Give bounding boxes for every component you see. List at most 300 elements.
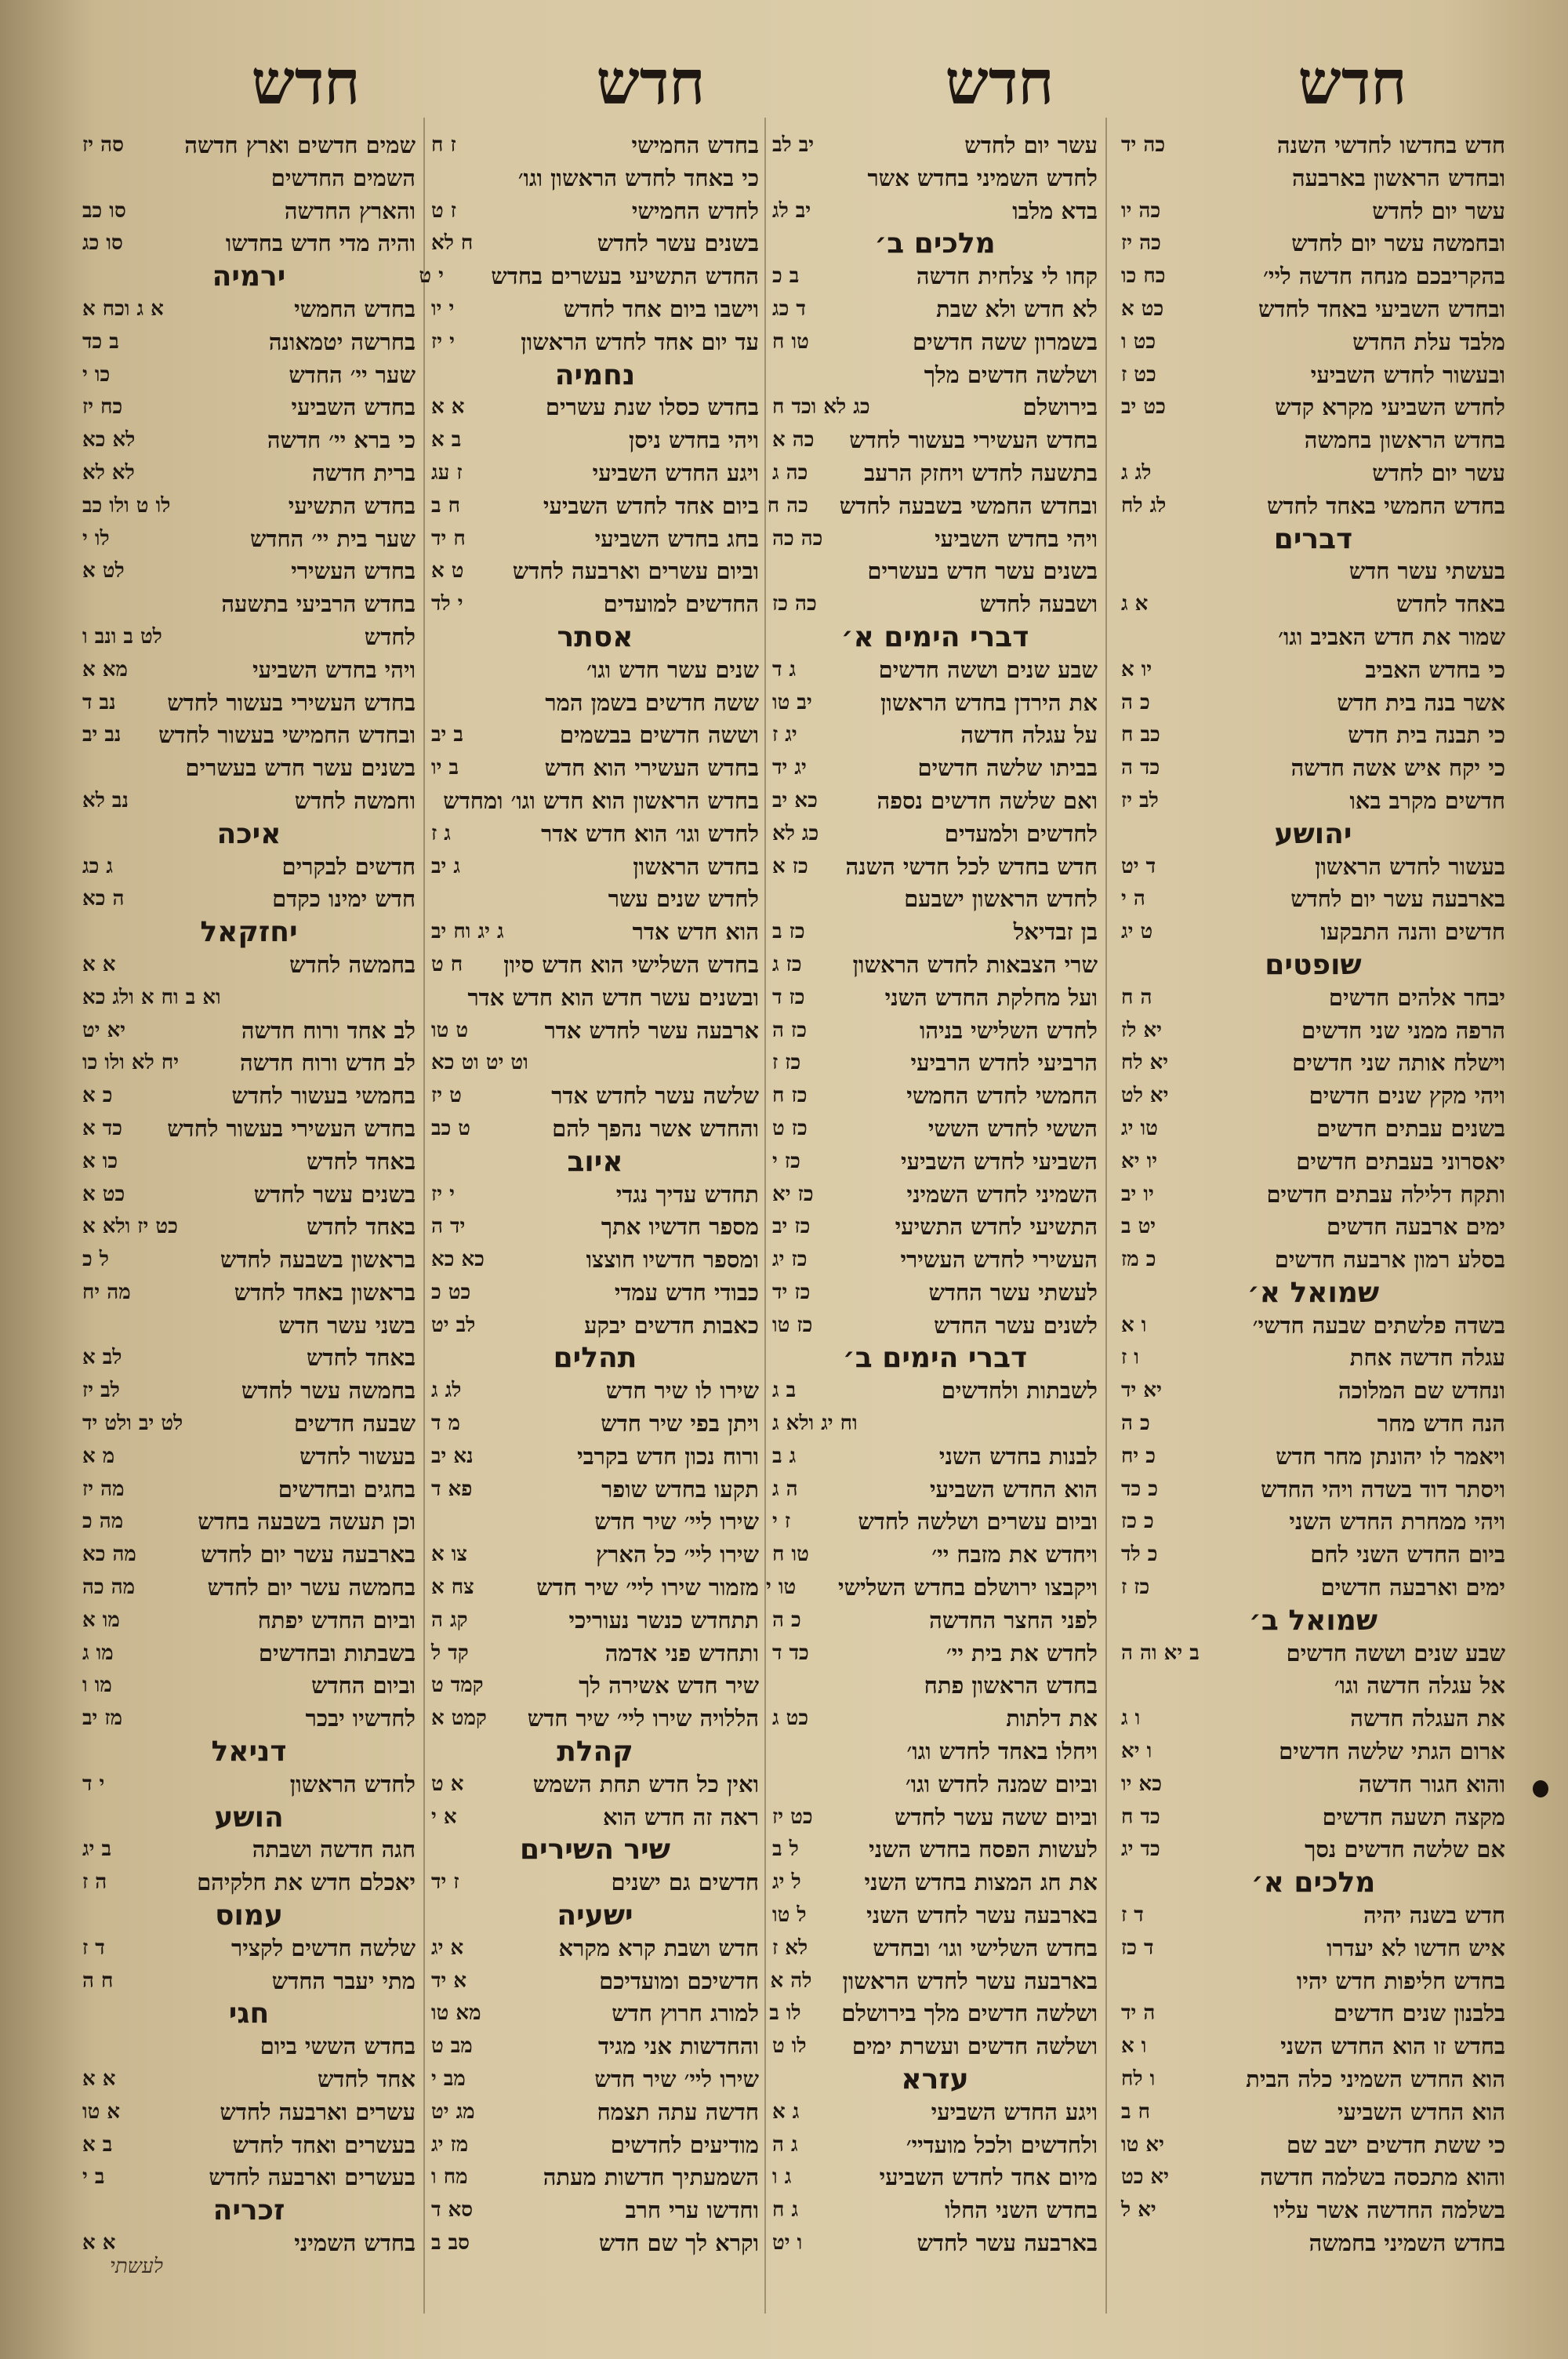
entry-line — [772, 851, 1098, 884]
entry-line — [82, 1146, 416, 1179]
verse-reference: לב יז — [82, 1379, 120, 1403]
entry-line — [431, 1670, 759, 1703]
entry-text: בעשור לחדש הראשון — [1315, 852, 1505, 880]
verse-reference: ג כג — [82, 854, 113, 878]
entry-line — [772, 883, 1098, 916]
entry-text: ויחלו באחד לחדש וגו׳ — [906, 1738, 1098, 1765]
verse-reference: לו י — [82, 526, 110, 551]
entry-text: בחג בחדש השביעי — [594, 525, 759, 552]
verse-reference: כז ה — [772, 1018, 807, 1042]
entry-text: והארץ החדשה — [284, 197, 416, 224]
verse-reference: כ ה — [1121, 1412, 1150, 1436]
entry-line — [1121, 424, 1505, 457]
entry-line — [419, 260, 759, 293]
entry-text: ראה זה חדש הוא — [603, 1803, 759, 1830]
entry-text: יבחר אלהים חדשים — [1328, 983, 1505, 1011]
entry-text: כי ברא יי׳ חדשה — [267, 427, 416, 454]
entry-line — [431, 1866, 759, 1899]
entry-line — [431, 719, 759, 752]
verse-reference: כד ה — [1121, 756, 1160, 780]
entry-line — [82, 2096, 416, 2129]
entry-text: החמשי לחדש החמשי — [906, 1082, 1098, 1110]
entry-line — [82, 1408, 416, 1441]
entry-line — [772, 1899, 1098, 1932]
entry-line — [772, 1637, 1098, 1670]
verse-reference: ז י — [772, 1510, 791, 1534]
verse-reference: יב לב — [772, 133, 815, 157]
verse-reference: לא ז — [772, 1936, 808, 1960]
entry-line — [772, 391, 1098, 424]
book-heading — [772, 621, 1098, 654]
entry-line — [772, 195, 1098, 228]
entry-text: וכן תעשה בשבעה בחדש — [198, 1508, 416, 1536]
verse-reference: ו א — [1121, 1313, 1147, 1337]
verse-reference: כט ו — [1121, 329, 1156, 354]
entry-line — [772, 1015, 1098, 1048]
entry-text: וחדשו ערי חרב — [625, 2197, 759, 2224]
book-title: יהושע — [1274, 817, 1352, 850]
entry-text: והחדשות אני מגיד — [597, 2033, 759, 2060]
book-heading — [772, 1342, 1098, 1375]
entry-text: לחדש החמישי — [631, 197, 759, 224]
entry-line — [82, 752, 416, 785]
entry-text: ובחדש הראשון בארבעה — [1291, 164, 1505, 191]
entry-text: לב אחד ורוח חדשה — [241, 1016, 416, 1044]
entry-text: חדשים מקרב באו — [1349, 787, 1505, 814]
entry-text: קחו לי צלחית חדשה — [916, 263, 1098, 290]
verse-reference: ח ב — [1121, 2099, 1150, 2124]
entry-text: חדש בחדשו לחדשי השנה — [1276, 132, 1505, 158]
verse-reference: ו לח — [1121, 2067, 1156, 2092]
verse-reference: י ט — [419, 264, 444, 289]
entry-line — [431, 1047, 759, 1080]
entry-text: ויהי בחדש השביעי — [935, 525, 1098, 552]
verse-reference: לה א — [770, 1968, 812, 1993]
book-heading — [1121, 1605, 1505, 1637]
entry-text: ויאמר לו יהונתן מחר חדש — [1276, 1442, 1505, 1470]
verse-reference: ג ז — [431, 821, 451, 845]
book-heading — [82, 260, 416, 293]
verse-reference: כ ה — [1121, 690, 1150, 714]
entry-line — [431, 687, 759, 720]
entry-text: השביעי לחדש השביעי — [900, 1147, 1098, 1175]
entry-text: כי בחדש האביב — [1365, 656, 1505, 683]
entry-text: כי תבנה בית חדש — [1348, 722, 1505, 749]
verse-reference: צח א — [431, 1576, 474, 1600]
entry-text: ובשנים עשר חדש הוא חדש אדר — [467, 983, 759, 1011]
entry-text: שרי הצבאות לחדש הראשון — [852, 951, 1098, 978]
verse-reference: ג ה — [772, 2132, 798, 2157]
verse-reference: קג ה — [431, 1608, 468, 1632]
entry-line — [1121, 2227, 1505, 2260]
entry-text: את חג המצות בחדש השני — [864, 1869, 1098, 1896]
verse-reference: ב כד — [82, 329, 119, 354]
entry-text: בעשתי עשר חדש — [1348, 558, 1505, 585]
verse-reference: א א — [431, 395, 465, 420]
verse-reference: כא כא — [431, 1248, 485, 1272]
verse-reference: מה כא — [82, 1543, 136, 1567]
verse-reference: ג ב — [772, 1444, 797, 1468]
entry-line — [431, 1244, 759, 1277]
entry-text: לחדש את בית יי׳ — [946, 1639, 1098, 1667]
entry-text: בשנים עבתים חדשים — [1316, 1114, 1505, 1142]
entry-line — [772, 293, 1098, 326]
book-title: דברי הימים א׳ — [840, 620, 1029, 653]
verse-reference: כז ח — [772, 1084, 808, 1108]
entry-text: וביום החדש — [311, 1672, 416, 1699]
entry-line — [82, 1834, 416, 1866]
verse-reference: ב י — [82, 2165, 105, 2190]
book-heading — [431, 1834, 759, 1866]
entry-text: עד יום אחד לחדש הראשון — [521, 328, 759, 355]
entry-line — [772, 588, 1098, 621]
entry-line — [1121, 1997, 1505, 2030]
verse-reference: כט יז ולא א — [82, 1215, 178, 1239]
verse-reference: טו ח — [772, 1543, 809, 1567]
verse-reference: כ א — [82, 1084, 113, 1108]
entry-text: הללויה שירו ליי׳ שיר חדש — [527, 1705, 759, 1732]
entry-line — [82, 1310, 416, 1343]
entry-text: בארבעה עשר לחדש — [916, 2230, 1098, 2256]
entry-line — [431, 490, 759, 523]
entry-line — [1121, 2161, 1505, 2194]
book-heading — [82, 2194, 416, 2227]
entry-line — [1121, 1211, 1505, 1244]
book-title: איוב — [567, 1145, 623, 1178]
entry-line — [82, 654, 416, 687]
entry-line — [772, 2161, 1098, 2194]
entry-line — [1121, 293, 1505, 326]
verse-reference: י ד — [82, 1772, 105, 1796]
entry-text: עשר יום לחדש — [964, 132, 1098, 158]
verse-reference: ג ח — [772, 2198, 799, 2223]
entry-line — [1121, 391, 1505, 424]
column-header-4: חדש — [251, 47, 361, 118]
entry-line — [431, 949, 759, 982]
verse-reference: ב יב — [431, 723, 463, 747]
entry-text: אם שלשה חדשים נסך — [1305, 1836, 1505, 1863]
verse-reference: נא יב — [431, 1444, 474, 1468]
verse-reference: א יג — [431, 1936, 464, 1960]
entry-line — [82, 1670, 416, 1703]
verse-reference: ה י — [1121, 887, 1145, 911]
verse-reference: ג יג וח יב — [431, 920, 504, 944]
verse-reference: סה יז — [82, 133, 124, 157]
entry-text: ויקבצו ירושלם בחדש השלישי — [837, 1574, 1098, 1601]
verse-reference: כט א — [1121, 296, 1164, 321]
verse-reference: ח ב — [431, 493, 460, 518]
book-title: אסתר — [557, 620, 633, 653]
verse-reference: לא לא — [82, 460, 135, 485]
verse-reference: לט ב ונב ו — [82, 624, 162, 649]
entry-text: מיום אחד לחדש השביעי — [879, 2164, 1098, 2191]
entry-text: הנה חדש מחר — [1377, 1410, 1505, 1438]
entry-line — [82, 129, 416, 162]
book-heading — [82, 1736, 416, 1768]
entry-line — [772, 982, 1098, 1015]
column-4 — [82, 129, 416, 2294]
entry-line — [82, 588, 416, 621]
book-heading — [82, 1801, 416, 1834]
entry-text: לפני החצר החדשה — [929, 1606, 1098, 1634]
entry-text: וישבו ביום אחד לחדש — [563, 295, 759, 322]
entry-line — [82, 1965, 416, 1998]
verse-reference: י יז — [431, 329, 455, 354]
entry-line — [1121, 1244, 1505, 1277]
verse-reference: לו ט ולו כב — [82, 493, 171, 518]
verse-reference: לט א — [82, 559, 125, 583]
entry-text: וישלח אותה שני חדשים — [1292, 1049, 1505, 1077]
column-2 — [765, 129, 1098, 2294]
entry-text: ויהי בחדש ניסן — [628, 427, 759, 454]
entry-text: בן זבדיאל — [1013, 918, 1098, 946]
verse-reference: יט ב — [1121, 1215, 1156, 1239]
entry-text: בעשרים וארבעה לחדש — [209, 2164, 416, 2191]
entry-line — [772, 2096, 1098, 2129]
verse-reference: ה ג — [772, 1477, 798, 1501]
entry-line — [431, 1539, 759, 1572]
entry-line — [772, 1834, 1098, 1866]
verse-reference: לט יב ולט יד — [82, 1412, 183, 1436]
entry-text: חדשים והנה התבקעו — [1320, 918, 1505, 946]
verse-reference: כו א — [82, 1149, 118, 1173]
entry-line — [431, 1277, 759, 1310]
verse-reference: כז י — [772, 1149, 800, 1173]
entry-text: בשלמה החדשה אשר עליו — [1273, 2197, 1505, 2224]
entry-text: חדשים גם ישנים — [611, 1869, 759, 1896]
book-title: מלכים ב׳ — [874, 227, 996, 260]
entry-text: בארבעה עשר לחדש הראשון — [842, 1967, 1098, 1994]
entry-line — [1121, 359, 1505, 392]
entry-line — [82, 1866, 416, 1899]
book-title: שמואל ב׳ — [1248, 1604, 1378, 1637]
entry-text: בחדש העשירי — [291, 558, 416, 585]
entry-line — [431, 1310, 759, 1343]
entry-text: ומספר חדשיו חוצצו — [586, 1246, 759, 1274]
entry-line — [1121, 1506, 1505, 1539]
verse-reference: כט יב — [1121, 395, 1166, 420]
entry-text: כי ששת חדשים ישב שם — [1287, 2131, 1505, 2158]
entry-line — [82, 1539, 416, 1572]
verse-reference: ז ט — [431, 198, 457, 223]
entry-line — [82, 1768, 416, 1801]
verse-reference: יו יא — [1121, 1149, 1158, 1173]
entry-text: לעשות הפסח בחדש השני — [869, 1836, 1098, 1863]
entry-line — [772, 1179, 1098, 1212]
entry-line — [82, 1113, 416, 1146]
entry-line — [772, 1605, 1098, 1637]
entry-text: בדא מלבו — [1012, 197, 1098, 224]
verse-reference: כה יו — [1121, 198, 1161, 223]
entry-line — [431, 227, 759, 260]
verse-reference: מג יט — [431, 2099, 475, 2124]
entry-text: בחדש השביעי — [291, 394, 416, 421]
entry-line — [1121, 1539, 1505, 1572]
book-heading — [1121, 818, 1505, 851]
entry-line — [431, 818, 759, 851]
entry-text: לב חדש ורוח חדשה — [239, 1049, 416, 1077]
verse-reference: ב ג — [772, 1379, 797, 1403]
column-header-3: חדש — [596, 47, 706, 118]
verse-reference: לו ב — [769, 2001, 801, 2026]
verse-reference: ל ב — [772, 1837, 799, 1862]
entry-line — [82, 2161, 416, 2194]
entry-text: ויגע החדש השביעי — [931, 2098, 1098, 2125]
entry-text: ויהי ממחרת החדש השני — [1289, 1508, 1505, 1536]
entry-line — [1121, 162, 1505, 195]
verse-reference: ט א — [431, 559, 464, 583]
entry-line — [431, 195, 759, 228]
verse-reference: מו א — [82, 1608, 120, 1632]
verse-reference: י לד — [431, 592, 463, 616]
book-title: דניאל — [211, 1736, 287, 1768]
book-heading — [772, 227, 1098, 260]
verse-reference: וט יט וט כא — [431, 1051, 528, 1075]
verse-reference: מז יב — [82, 1707, 123, 1731]
column-1 — [1121, 129, 1505, 2294]
entry-text: לחדש שנים עשר — [608, 885, 759, 913]
entry-line — [772, 2227, 1098, 2260]
book-title: איכה — [216, 817, 281, 850]
entry-line — [772, 1965, 1098, 1998]
book-heading — [82, 916, 416, 949]
verse-reference: א ג — [1121, 592, 1149, 616]
entry-line — [772, 1277, 1098, 1310]
entry-text: בשני עשר חדש — [278, 1311, 416, 1339]
entry-line — [431, 1080, 759, 1113]
entry-line — [82, 1506, 416, 1539]
entry-text: ויגע החדש השביעי — [592, 459, 759, 486]
entry-line — [82, 1211, 416, 1244]
verse-reference: לו ט — [772, 2034, 807, 2059]
entry-line — [772, 260, 1098, 293]
entry-text: בחדש העשירי בעשור לחדש — [167, 689, 416, 716]
entry-text: בחדש התשיעי — [288, 492, 416, 519]
entry-line — [772, 2030, 1098, 2063]
verse-reference: נב יב — [82, 723, 122, 747]
book-title: יחזקאל — [200, 916, 298, 949]
verse-reference: ב א — [82, 2132, 113, 2157]
entry-text: בחמשה עשר לחדש — [241, 1377, 416, 1405]
entry-text: הרפה ממני שני חדשים — [1301, 1016, 1505, 1044]
entry-line — [431, 2194, 759, 2227]
entry-text: בחדש העשירי בעשור לחדש — [849, 427, 1098, 454]
entry-line — [431, 1408, 759, 1441]
entry-text: ובחדש החמשי בשבעה לחדש — [839, 492, 1098, 519]
entry-text: בחדש הראשון פתח — [924, 1672, 1098, 1699]
entry-text: בארבעה עשר לחדש השני — [866, 1902, 1098, 1929]
verse-reference: כט יז — [772, 1805, 813, 1829]
entry-line — [82, 227, 416, 260]
entry-line — [431, 326, 759, 359]
entry-line — [1121, 687, 1505, 720]
entry-text: בחדש השלישי הוא חדש סיון — [503, 951, 759, 978]
entry-text: ושלשה חדשים ועשרת ימים — [851, 2033, 1098, 2060]
entry-text: מקצה תשעה חדשים — [1322, 1803, 1505, 1830]
verse-reference: יו א — [1121, 657, 1152, 682]
entry-line — [1121, 1932, 1505, 1965]
verse-reference: לג ג — [1121, 460, 1152, 485]
entry-line — [431, 424, 759, 457]
verse-reference: כז ז — [1121, 1576, 1150, 1600]
entry-text: השמעתיך חדשות מעתה — [543, 2164, 759, 2191]
entry-text: ויתן בפי שיר חדש — [601, 1410, 759, 1438]
entry-text: ארבעה עשר לחדש אדר — [544, 1016, 759, 1044]
book-heading — [82, 818, 416, 851]
book-heading — [431, 621, 759, 654]
verse-reference: כה א — [772, 428, 815, 453]
entry-line — [431, 1441, 759, 1474]
entry-text: בשנים עשר לחדש — [253, 1180, 416, 1208]
entry-line — [772, 654, 1098, 687]
entry-line — [772, 1670, 1098, 1703]
verse-reference: א ט — [431, 1772, 464, 1796]
entry-line — [431, 654, 759, 687]
entry-line — [431, 1768, 759, 1801]
entry-line — [82, 1637, 416, 1670]
entry-text: את הירדן בחדש הראשון — [880, 689, 1098, 716]
verse-reference: ל טו — [772, 1903, 807, 1928]
entry-line — [767, 490, 1098, 523]
verse-reference: יג יד — [772, 756, 807, 780]
entry-text: בארבעה עשר יום לחדש — [201, 1541, 416, 1568]
entry-text: עשר יום לחדש — [1372, 197, 1505, 224]
entry-line — [1121, 1015, 1505, 1048]
entry-line — [1121, 1637, 1505, 1670]
verse-reference: כו י — [82, 362, 111, 387]
book-heading — [1121, 1277, 1505, 1310]
entry-line — [1121, 1342, 1505, 1375]
entry-line — [82, 687, 416, 720]
verse-reference: ה ז — [82, 1870, 107, 1895]
entry-text: לחדש — [364, 623, 416, 650]
entry-line — [82, 1179, 416, 1212]
verse-reference: לג ג — [431, 1379, 462, 1403]
entry-text: בחדש החמשי באחד לחדש — [1267, 492, 1505, 519]
margin-note: לעשתי — [110, 2255, 163, 2278]
entry-text: חדשים לבקרים — [281, 852, 416, 880]
entry-line — [772, 555, 1098, 588]
entry-text: החדש התשיעי בעשרים בחדש — [491, 263, 759, 290]
entry-line — [772, 1080, 1098, 1113]
entry-line — [772, 2129, 1098, 2162]
entry-text: ימים וארבעה חדשים — [1320, 1574, 1505, 1601]
entry-text: בחדש הראשון הוא חדש וגו׳ ומחדש — [443, 787, 759, 814]
verse-reference: טו י — [765, 1576, 797, 1600]
entry-line — [772, 949, 1098, 982]
verse-reference: פא ד — [431, 1477, 473, 1501]
entry-text: שער בית יי׳ החדש — [250, 525, 416, 552]
verse-reference: ל כ — [82, 1248, 109, 1272]
book-heading — [1121, 1866, 1505, 1899]
verse-reference: א א — [82, 952, 116, 976]
verse-reference: יו יב — [1121, 1182, 1154, 1206]
column-divider — [423, 118, 425, 2314]
book-heading — [431, 1736, 759, 1768]
entry-text: וביום עשרים ושלשה לחדש — [858, 1508, 1098, 1536]
verse-reference: ב יא וה ה — [1121, 1641, 1200, 1665]
entry-line — [1121, 2194, 1505, 2227]
entry-text: ובחמשה עשר יום לחדש — [1291, 230, 1505, 257]
entry-text: בלבנון שנים חדשים — [1334, 2000, 1505, 2027]
entry-line — [772, 1932, 1098, 1965]
entry-text: עגלה חדשה אחת — [1349, 1344, 1505, 1372]
entry-text: מזמור שירו ליי׳ שיר חדש — [536, 1574, 759, 1601]
entry-line — [1121, 982, 1505, 1015]
verse-reference: ג ו — [772, 2165, 792, 2190]
entry-text: בחדש העשירי הוא חדש — [544, 754, 759, 782]
verse-reference: ח ט — [431, 952, 463, 976]
